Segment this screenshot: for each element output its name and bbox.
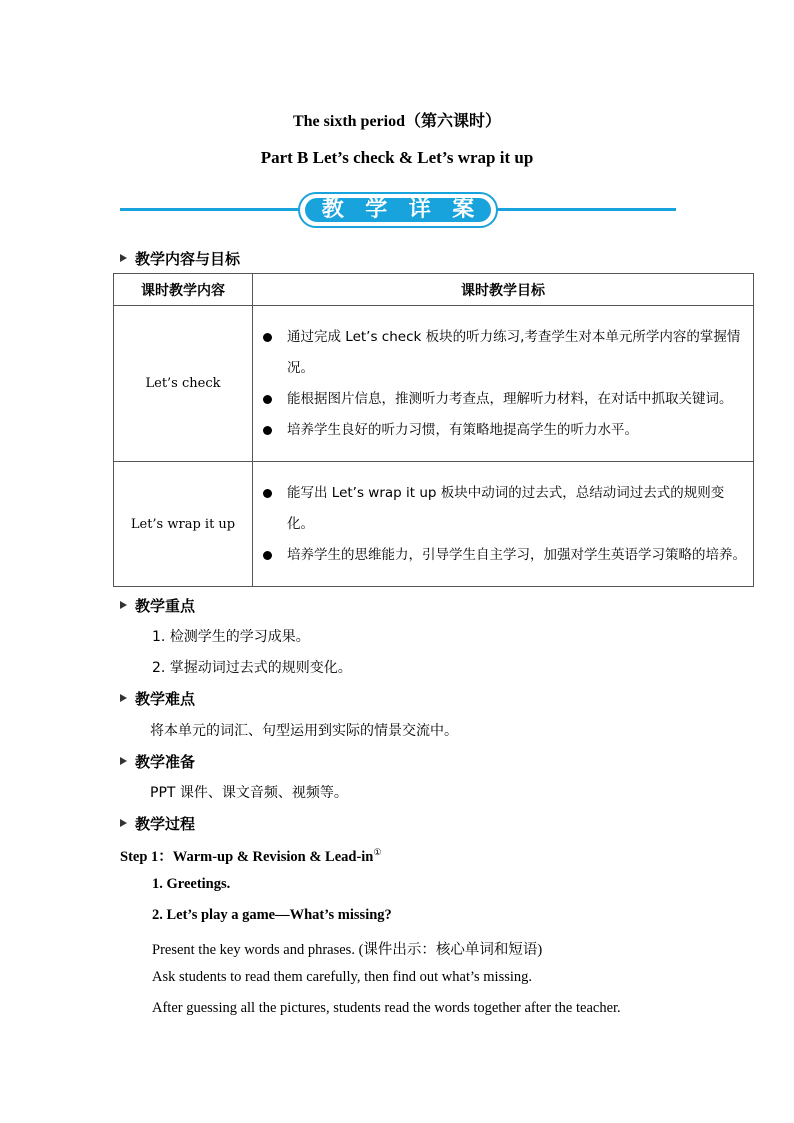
section-heading-key-points: 教学重点 <box>120 595 195 616</box>
footnote-marker: ① <box>373 847 382 857</box>
table-header-content: 课时教学内容 <box>114 274 253 306</box>
goal-item: 培养学生良好的听力习惯，有策略地提高学生的听力水平。 <box>261 415 747 446</box>
banner-char: 学 <box>365 197 388 222</box>
goal-item: 能写出 Let’s wrap it up 板块中动词的过去式，总结动词过去式的规则变化。 <box>261 478 747 540</box>
process-line: After guessing all the pictures, students read the words together after the teacher. <box>152 1000 621 1016</box>
section-heading-goals: 教学内容与目标 <box>120 248 240 269</box>
bullet-dot-icon <box>263 333 272 342</box>
banner-char: 案 <box>452 197 475 222</box>
goal-item: 通过完成 Let’s check 板块的听力练习,考查学生对本单元所学内容的掌握情况。 <box>261 322 747 384</box>
section-heading-process: 教学过程 <box>120 813 195 834</box>
table-cell-goals <box>253 306 754 462</box>
triangle-bullet-icon <box>120 601 127 609</box>
table-row <box>114 462 754 587</box>
key-point-item: 2. 掌握动词过去式的规则变化。 <box>152 660 352 676</box>
process-line: Present the key words and phrases. (课件出示：核心单词和短语) <box>152 942 543 958</box>
bullet-dot-icon <box>263 426 272 435</box>
section-heading-difficulties: 教学难点 <box>120 688 195 709</box>
goals-table <box>113 273 754 587</box>
goal-item: 培养学生的思维能力，引导学生自主学习，加强对学生英语学习策略的培养。 <box>261 540 747 571</box>
table-cell-goals <box>253 462 754 587</box>
goal-item: 能根据图片信息，推测听力考查点，理解听力材料，在对话中抓取关键词。 <box>261 384 747 415</box>
bullet-dot-icon <box>263 395 272 404</box>
sub-heading-game: 2. Let’s play a game—What’s missing? <box>152 907 392 923</box>
process-line: Ask students to read them carefully, then find out what’s missing. <box>152 969 533 985</box>
table-header-row <box>114 274 754 306</box>
preparation-text: PPT 课件、课文音频、视频等。 <box>150 785 348 801</box>
triangle-bullet-icon <box>120 757 127 765</box>
triangle-bullet-icon <box>120 694 127 702</box>
page-title: The sixth period（第六课时） <box>292 113 502 130</box>
banner-char: 详 <box>408 197 431 222</box>
page-subtitle: Part B Let’s check & Let’s wrap it up <box>260 148 534 167</box>
difficulty-text: 将本单元的词汇、句型运用到实际的情景交流中。 <box>150 723 458 739</box>
bullet-dot-icon <box>263 489 272 498</box>
table-cell-content: Let’s wrap it up <box>114 462 253 587</box>
triangle-bullet-icon <box>120 254 127 262</box>
banner-pill <box>298 192 498 228</box>
step-1-heading: Step 1：Warm-up & Revision & Lead-in① <box>120 847 382 865</box>
table-row <box>114 306 754 462</box>
table-header-goals: 课时教学目标 <box>253 274 754 306</box>
bullet-dot-icon <box>263 551 272 560</box>
key-point-item: 1. 检测学生的学习成果。 <box>152 629 310 645</box>
section-heading-preparation: 教学准备 <box>120 751 195 772</box>
banner-char: 教 <box>321 197 344 222</box>
triangle-bullet-icon <box>120 819 127 827</box>
teaching-plan-banner <box>120 192 676 228</box>
table-cell-content: Let’s check <box>114 306 253 462</box>
sub-heading-greetings: 1. Greetings. <box>152 876 231 892</box>
